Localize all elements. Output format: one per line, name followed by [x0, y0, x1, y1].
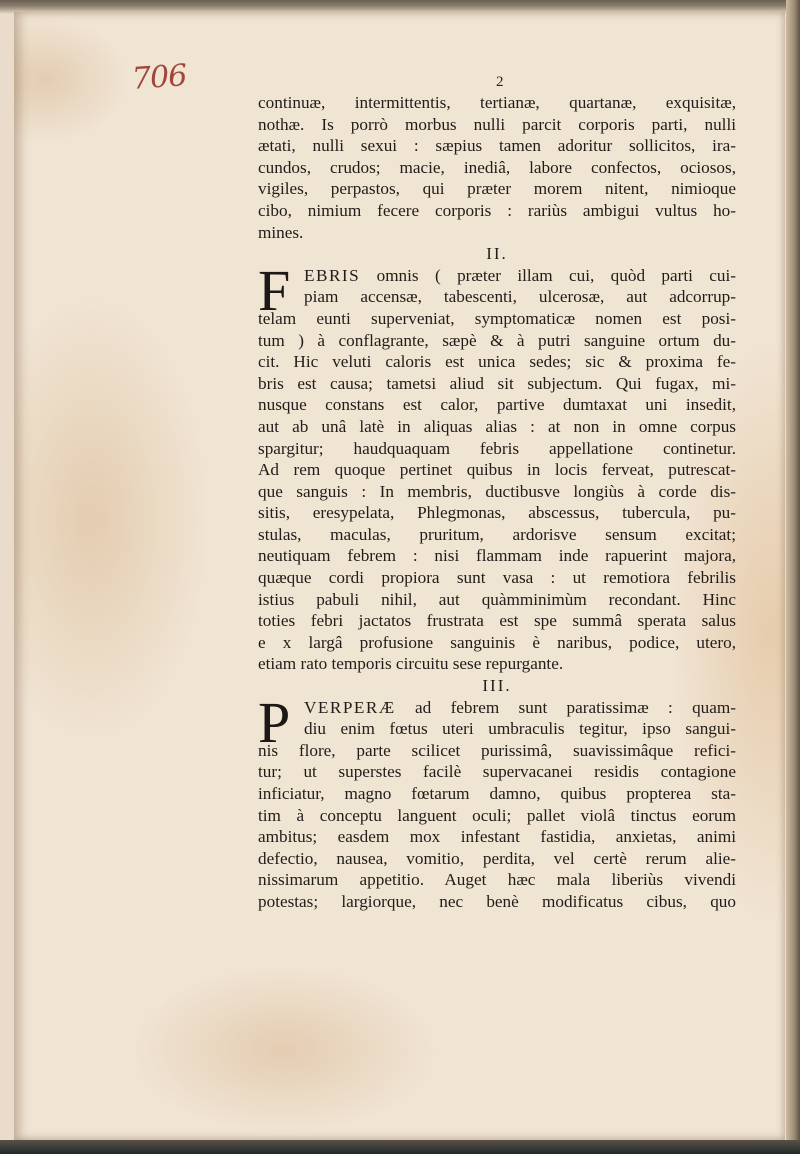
section-heading — [258, 675, 736, 697]
text-line: istius pabuli nihil, aut quàmminimùm recondant. Hinc — [258, 589, 736, 609]
text-line: nis flore, parte scilicet purissimâ, suavissimâque refici- — [258, 740, 736, 760]
section-number: II. — [486, 244, 508, 264]
section-3-paragraph — [258, 689, 736, 913]
text-line: e x largâ profusione sanguinis è naribus, podice, utero, — [258, 632, 736, 652]
text-line: cibo, nimium fecere corporis : rariùs ambigui vultus ho- — [258, 200, 736, 220]
text-line — [258, 697, 736, 719]
text-line: nissimarum appetitio. Auget hæc mala liberiùs vivendi — [258, 870, 736, 890]
text-line: quæque cordi propiora sunt vasa : ut remotiora febrilis — [258, 568, 736, 588]
text-line: spargitur; haudquaquam febris appellatione continetur. — [258, 438, 736, 458]
text-line: bris est causa; tametsi aliud sit subjectum. Qui fugax, mi- — [258, 373, 736, 393]
text-line: defectio, nausea, vomitio, perdita, vel certè rerum alie- — [258, 848, 736, 868]
text-fragment: ad febrem sunt paratissimæ : quam- — [415, 697, 736, 717]
text-fragment: omnis ( præter illam cui, quòd parti cui- — [376, 265, 736, 285]
section-number: III. — [482, 676, 512, 696]
text-line: piam accensæ, tabescenti, ulcerosæ, aut adcorrup- — [304, 287, 736, 307]
text-line: mines. — [258, 222, 304, 242]
text-line: tur; ut superstes facilè supervacanei residis contagione — [258, 762, 736, 782]
text-line: nothæ. Is porrò morbus nulli parcit corporis parti, nulli — [258, 114, 736, 134]
text-line: neutiquam febrem : nisi flammam inde rapuerint majora, — [258, 546, 736, 566]
drop-capital: P — [258, 689, 291, 755]
text-line: toties febri jactatos frustrata est spe summâ sperata salus — [258, 611, 736, 631]
text-line: cit. Hic veluti caloris est unica sedes; sic & proxima fe- — [258, 352, 736, 372]
text-line: inficiatur, magno fœtarum damno, quibus propterea sta- — [258, 784, 736, 803]
signature-mark: 2 — [496, 74, 504, 90]
text-line: stulas, maculas, pruritum, ardorisve sensum excitat; — [258, 524, 736, 544]
page-edge — [786, 0, 800, 1154]
text-line: aut ab unâ latè in aliquas alias : at non in omne corpus — [258, 416, 736, 436]
text-line: sitis, eresypelata, Phlegmonas, abscessus, tubercula, pu- — [258, 503, 736, 523]
text-line: Ad rem quoque pertinet quibus in locis ferveat, putrescat- — [258, 460, 736, 480]
text-line: cundos, crudos; macie, inediâ, labore confectos, ociosos, — [258, 157, 736, 177]
text-line: que sanguis : In membris, ductibusve longiùs à corde dis- — [258, 481, 736, 501]
section-2-paragraph — [258, 257, 736, 675]
text-line: telam eunti superveniat, symptomaticæ nomen est posi- — [258, 308, 736, 328]
text-line: ambitus; easdem mox infestant fastidia, anxietas, animi — [258, 827, 736, 847]
text-line: diu enim fœtus uteri umbraculis tegitur, ipso sangui- — [304, 719, 736, 739]
handwritten-folio-number: 706 — [130, 58, 188, 97]
text-line: tum ) à conflagrante, sæpè & à putri sanguine ortum du- — [258, 330, 736, 350]
text-line — [258, 265, 736, 287]
opening-word: EBRIS — [304, 265, 361, 285]
text-line: nusque constans est calor, partive dumtaxat uni insedit, — [258, 395, 736, 415]
body-text — [258, 92, 736, 913]
section-heading — [258, 243, 736, 265]
text-line: ætati, nulli sexui : sæpius tamen adoritur sollicitos, ira- — [258, 136, 736, 156]
opening-word: VERPERÆ — [304, 697, 396, 717]
text-line: tim à conceptu languent oculi; pallet violâ tinctus eorum — [258, 805, 736, 825]
text-line: etiam rato temporis circuitu sese repurgante. — [258, 654, 564, 674]
text-line: potestas; largiorque, nec benè modificatus cibus, quo — [258, 891, 736, 911]
scan-bottom-edge — [0, 1140, 800, 1154]
intro-paragraph — [258, 92, 736, 243]
drop-capital: F — [258, 257, 291, 323]
text-line: continuæ, intermittentis, tertianæ, quartanæ, exquisitæ, — [258, 93, 736, 112]
text-line: vigiles, perpastos, qui præter morem nitent, nimioque — [258, 179, 736, 199]
